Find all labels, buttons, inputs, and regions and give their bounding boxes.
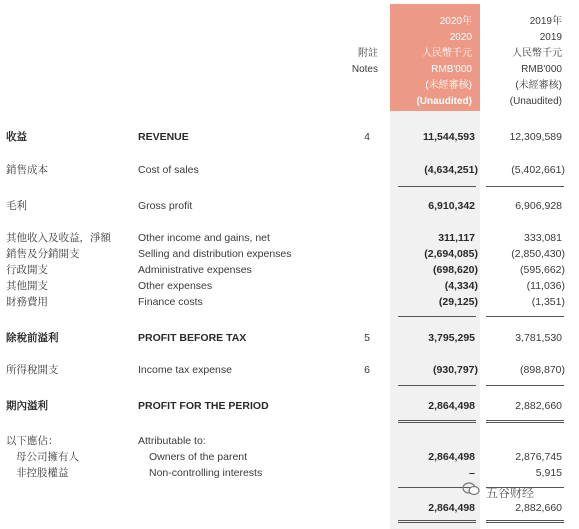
row-revenue-zh: 收益	[6, 131, 27, 143]
wechat-icon	[462, 482, 480, 496]
row-gross-profit-en: Gross profit	[138, 200, 193, 212]
row-profit-period-en: PROFIT FOR THE PERIOD	[138, 400, 269, 412]
row-finance-costs-en: Finance costs	[138, 296, 203, 308]
row-owners-2019: 2,876,745	[515, 451, 562, 463]
row-profit-period-zh: 期內溢利	[6, 400, 48, 412]
row-total-2019: 2,882,660	[515, 502, 562, 514]
header-2019-zh-year: 2019年	[529, 16, 562, 27]
row-gross-profit-2019: 6,906,928	[515, 200, 562, 212]
row-other-income-en: Other income and gains, net	[138, 232, 270, 244]
row-nci-2019: 5,915	[535, 467, 562, 479]
row-selling-en: Selling and distribution expenses	[138, 248, 292, 260]
row-other-expenses-2019: (11,036)	[526, 280, 565, 292]
row-income-tax-en: Income tax expense	[138, 364, 232, 376]
underline-2020	[398, 520, 476, 521]
row-income-tax-zh: 所得稅開支	[6, 364, 59, 376]
notes-header-zh: 附註	[358, 48, 378, 59]
header-2019-unaudited-zh: (未經審核)	[515, 80, 562, 91]
underline-2019	[486, 420, 564, 421]
row-other-income-2020: 311,117	[438, 232, 475, 244]
header-2019-year: 2019	[539, 32, 562, 43]
header-2020-currency-zh: 人民幣千元	[422, 48, 472, 59]
row-pbt-2019: 3,781,530	[515, 332, 562, 344]
underline-2019	[486, 186, 564, 187]
row-cost-of-sales-2020: (4,634,251)	[424, 164, 478, 176]
row-revenue-2019: 12,309,589	[509, 131, 562, 143]
header-2020-unaudited-zh: (未經審核)	[425, 80, 472, 91]
underline-2020	[398, 316, 476, 317]
row-other-expenses-zh: 其他開支	[6, 280, 48, 292]
header-2020-year: 2020	[449, 32, 472, 43]
row-income-tax-2020: (930,797)	[433, 364, 478, 376]
row-profit-period-2020: 2,864,498	[428, 400, 475, 412]
row-revenue-2020: 11,544,593	[423, 131, 475, 143]
row-attributable-en: Attributable to:	[138, 435, 206, 447]
row-other-income-zh: 其他收入及收益，淨額	[6, 232, 111, 244]
underline-2019	[486, 316, 564, 317]
underline-2020	[398, 522, 476, 523]
row-cost-of-sales-zh: 銷售成本	[6, 164, 48, 176]
header-2020-zh-year: 2020年	[439, 16, 472, 27]
header-2020-currency-en: RMB'000	[431, 64, 472, 75]
row-gross-profit-zh: 毛利	[6, 200, 27, 212]
row-admin-2020: (698,620)	[433, 264, 478, 276]
underline-2019	[486, 520, 564, 521]
header-2019-currency-zh: 人民幣千元	[512, 48, 562, 59]
row-total-2020: 2,864,498	[428, 502, 475, 514]
underline-2020	[398, 420, 476, 421]
row-owners-en: Owners of the parent	[149, 451, 248, 463]
row-selling-zh: 銷售及分銷開支	[6, 248, 80, 260]
row-attributable-zh: 以下應佔：	[6, 435, 59, 447]
underline-2020	[398, 385, 476, 386]
row-nci-zh: 非控股權益	[16, 467, 69, 479]
underline-2019	[486, 422, 564, 423]
row-admin-en: Administrative expenses	[138, 264, 252, 276]
row-pbt-zh: 除稅前溢利	[6, 332, 59, 344]
row-cost-of-sales-en: Cost of sales	[138, 164, 199, 176]
row-admin-2019: (595,662)	[520, 264, 565, 276]
row-finance-costs-zh: 財務費用	[6, 296, 48, 308]
underline-2019	[486, 385, 564, 386]
row-selling-2020: (2,694,085)	[424, 248, 478, 260]
header-2019-unaudited-en: (Unaudited)	[509, 96, 562, 107]
header-2020-unaudited-en: (Unaudited)	[416, 96, 472, 107]
underline-2019	[486, 522, 564, 523]
watermark-text: 五谷财经	[486, 486, 535, 500]
row-owners-zh: 母公司擁有人	[16, 451, 79, 463]
row-nci-2020: –	[469, 467, 475, 479]
row-pbt-2020: 3,795,295	[428, 332, 475, 344]
row-nci-en: Non-controlling interests	[149, 467, 263, 479]
notes-header-en: Notes	[351, 64, 378, 75]
underline-2020	[398, 186, 476, 187]
row-other-expenses-2020: (4,334)	[444, 280, 478, 292]
row-profit-period-2019: 2,882,660	[515, 400, 562, 412]
row-admin-zh: 行政開支	[6, 264, 48, 276]
row-finance-costs-2019: (1,351)	[531, 296, 565, 308]
row-revenue-note: 4	[364, 131, 370, 143]
header-2019-currency-en: RMB'000	[521, 64, 562, 75]
row-owners-2020: 2,864,498	[428, 451, 475, 463]
row-finance-costs-2020: (29,125)	[438, 296, 478, 308]
row-pbt-note: 5	[364, 332, 370, 344]
row-pbt-en: PROFIT BEFORE TAX	[138, 332, 247, 344]
row-other-expenses-en: Other expenses	[138, 280, 213, 292]
row-income-tax-note: 6	[364, 364, 370, 376]
row-revenue-en: REVENUE	[138, 131, 189, 143]
row-other-income-2019: 333,081	[524, 232, 562, 244]
row-income-tax-2019: (898,870)	[520, 364, 565, 376]
underline-2020	[398, 422, 476, 423]
row-gross-profit-2020: 6,910,342	[428, 200, 475, 212]
row-cost-of-sales-2019: (5,402,661)	[511, 164, 565, 176]
row-selling-2019: (2,850,430)	[511, 248, 565, 260]
